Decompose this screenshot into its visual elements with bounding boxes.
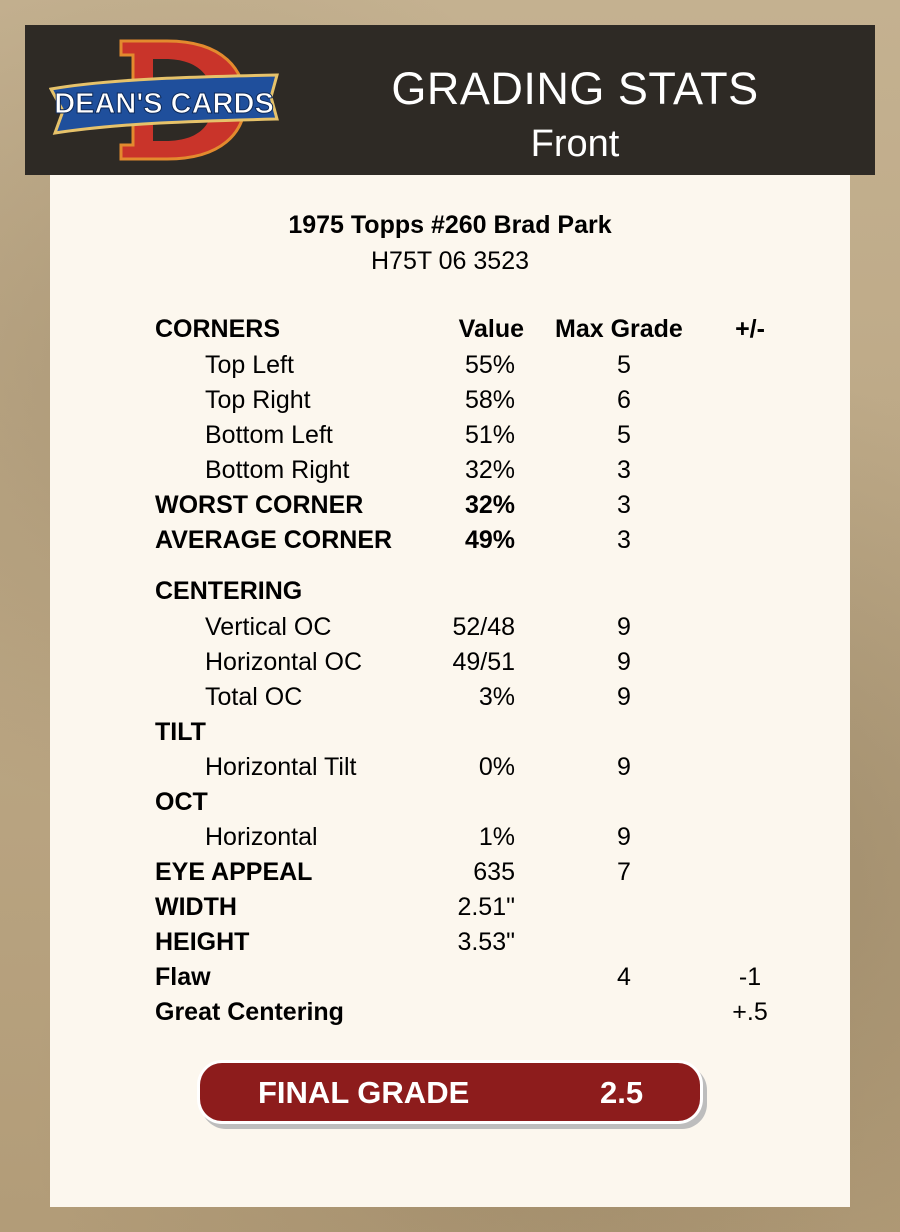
stat-row: Flaw 4 -1 (155, 963, 762, 991)
stat-row (50, 893, 850, 928)
page-subtitle: Front (530, 123, 620, 165)
stat-row: Great Centering +.5 (155, 998, 768, 1026)
stat-label: Flaw (155, 963, 211, 991)
final-grade-value: 2.5 (600, 1075, 644, 1110)
stat-label: OCT (155, 788, 208, 816)
stat-row (50, 577, 850, 612)
stat-value: 1% (478, 823, 515, 851)
stat-value: 0% (478, 753, 515, 781)
stat-value: 58% (464, 386, 515, 414)
stat-row (50, 315, 850, 350)
stat-label: CENTERING (155, 577, 303, 605)
stat-row: Horizontal OC 49/51 9 (205, 648, 631, 676)
stat-row (50, 788, 850, 823)
stat-label: Horizontal (205, 823, 318, 851)
cert-number: H75T 06 3523 (371, 247, 529, 275)
stat-label: WORST CORNER (155, 491, 364, 519)
stat-value: 51% (464, 421, 515, 449)
page-title: GRADING STATS (391, 63, 759, 114)
column-header-row: Value Max Grade +/- (458, 315, 765, 343)
stat-value: 49/51 (452, 648, 515, 676)
stat-label: Top Left (205, 351, 294, 379)
stat-row: Vertical OC 52/48 9 (205, 613, 631, 641)
grading-panel (50, 175, 850, 1207)
final-grade-banner (200, 1063, 700, 1121)
stat-row (50, 718, 850, 753)
stat-value: 635 (473, 858, 515, 886)
stat-label: Horizontal Tilt (205, 753, 357, 781)
stat-row: WORST CORNER 32% 3 (155, 491, 631, 519)
stat-value: 52/48 (452, 613, 515, 641)
stat-label: Great Centering (155, 998, 344, 1026)
stat-row: AVERAGE CORNER 49% 3 (155, 526, 631, 554)
final-grade-label: FINAL GRADE (258, 1075, 470, 1110)
stat-label: HEIGHT (155, 928, 250, 956)
stat-value: 55% (464, 351, 515, 379)
stat-label: Top Right (205, 386, 311, 414)
stat-label: Bottom Left (205, 421, 333, 449)
stat-value: 32% (464, 456, 515, 484)
stat-value: 49% (464, 526, 515, 554)
column-header-value: Value (458, 315, 524, 343)
stat-label: TILT (155, 718, 206, 746)
deans-cards-logo (49, 39, 279, 161)
stat-row: Top Left 55% 5 (205, 351, 631, 379)
stat-row: Horizontal 1% 9 (205, 823, 631, 851)
stat-value: 3.53" (457, 928, 515, 956)
stat-label: Total OC (205, 683, 303, 711)
stat-value: 32% (464, 491, 515, 519)
stat-value: 2.51" (457, 893, 515, 921)
stat-row: EYE APPEAL 635 7 (155, 858, 631, 886)
stat-label: Bottom Right (205, 456, 350, 484)
stat-label: Vertical OC (205, 613, 332, 641)
stat-row: Bottom Right 32% 3 (205, 456, 631, 484)
stat-row: Horizontal Tilt 0% 9 (205, 753, 631, 781)
header-bar (25, 25, 875, 175)
stat-row: Top Right 58% 6 (205, 386, 631, 414)
stat-label: Horizontal OC (205, 648, 362, 676)
stat-row: Total OC 3% 9 (205, 683, 631, 711)
logo-text: DEAN'S CARDS (54, 88, 274, 120)
stat-value: 3% (478, 683, 515, 711)
stat-label: EYE APPEAL (155, 858, 313, 886)
stat-label: CORNERS (155, 315, 281, 343)
stat-label: WIDTH (155, 893, 237, 921)
stat-row (50, 928, 850, 963)
card-name: 1975 Topps #260 Brad Park (288, 211, 612, 239)
stat-label: AVERAGE CORNER (155, 526, 393, 554)
stat-row: Bottom Left 51% 5 (205, 421, 631, 449)
column-header-max-grade: Max Grade (555, 315, 683, 343)
